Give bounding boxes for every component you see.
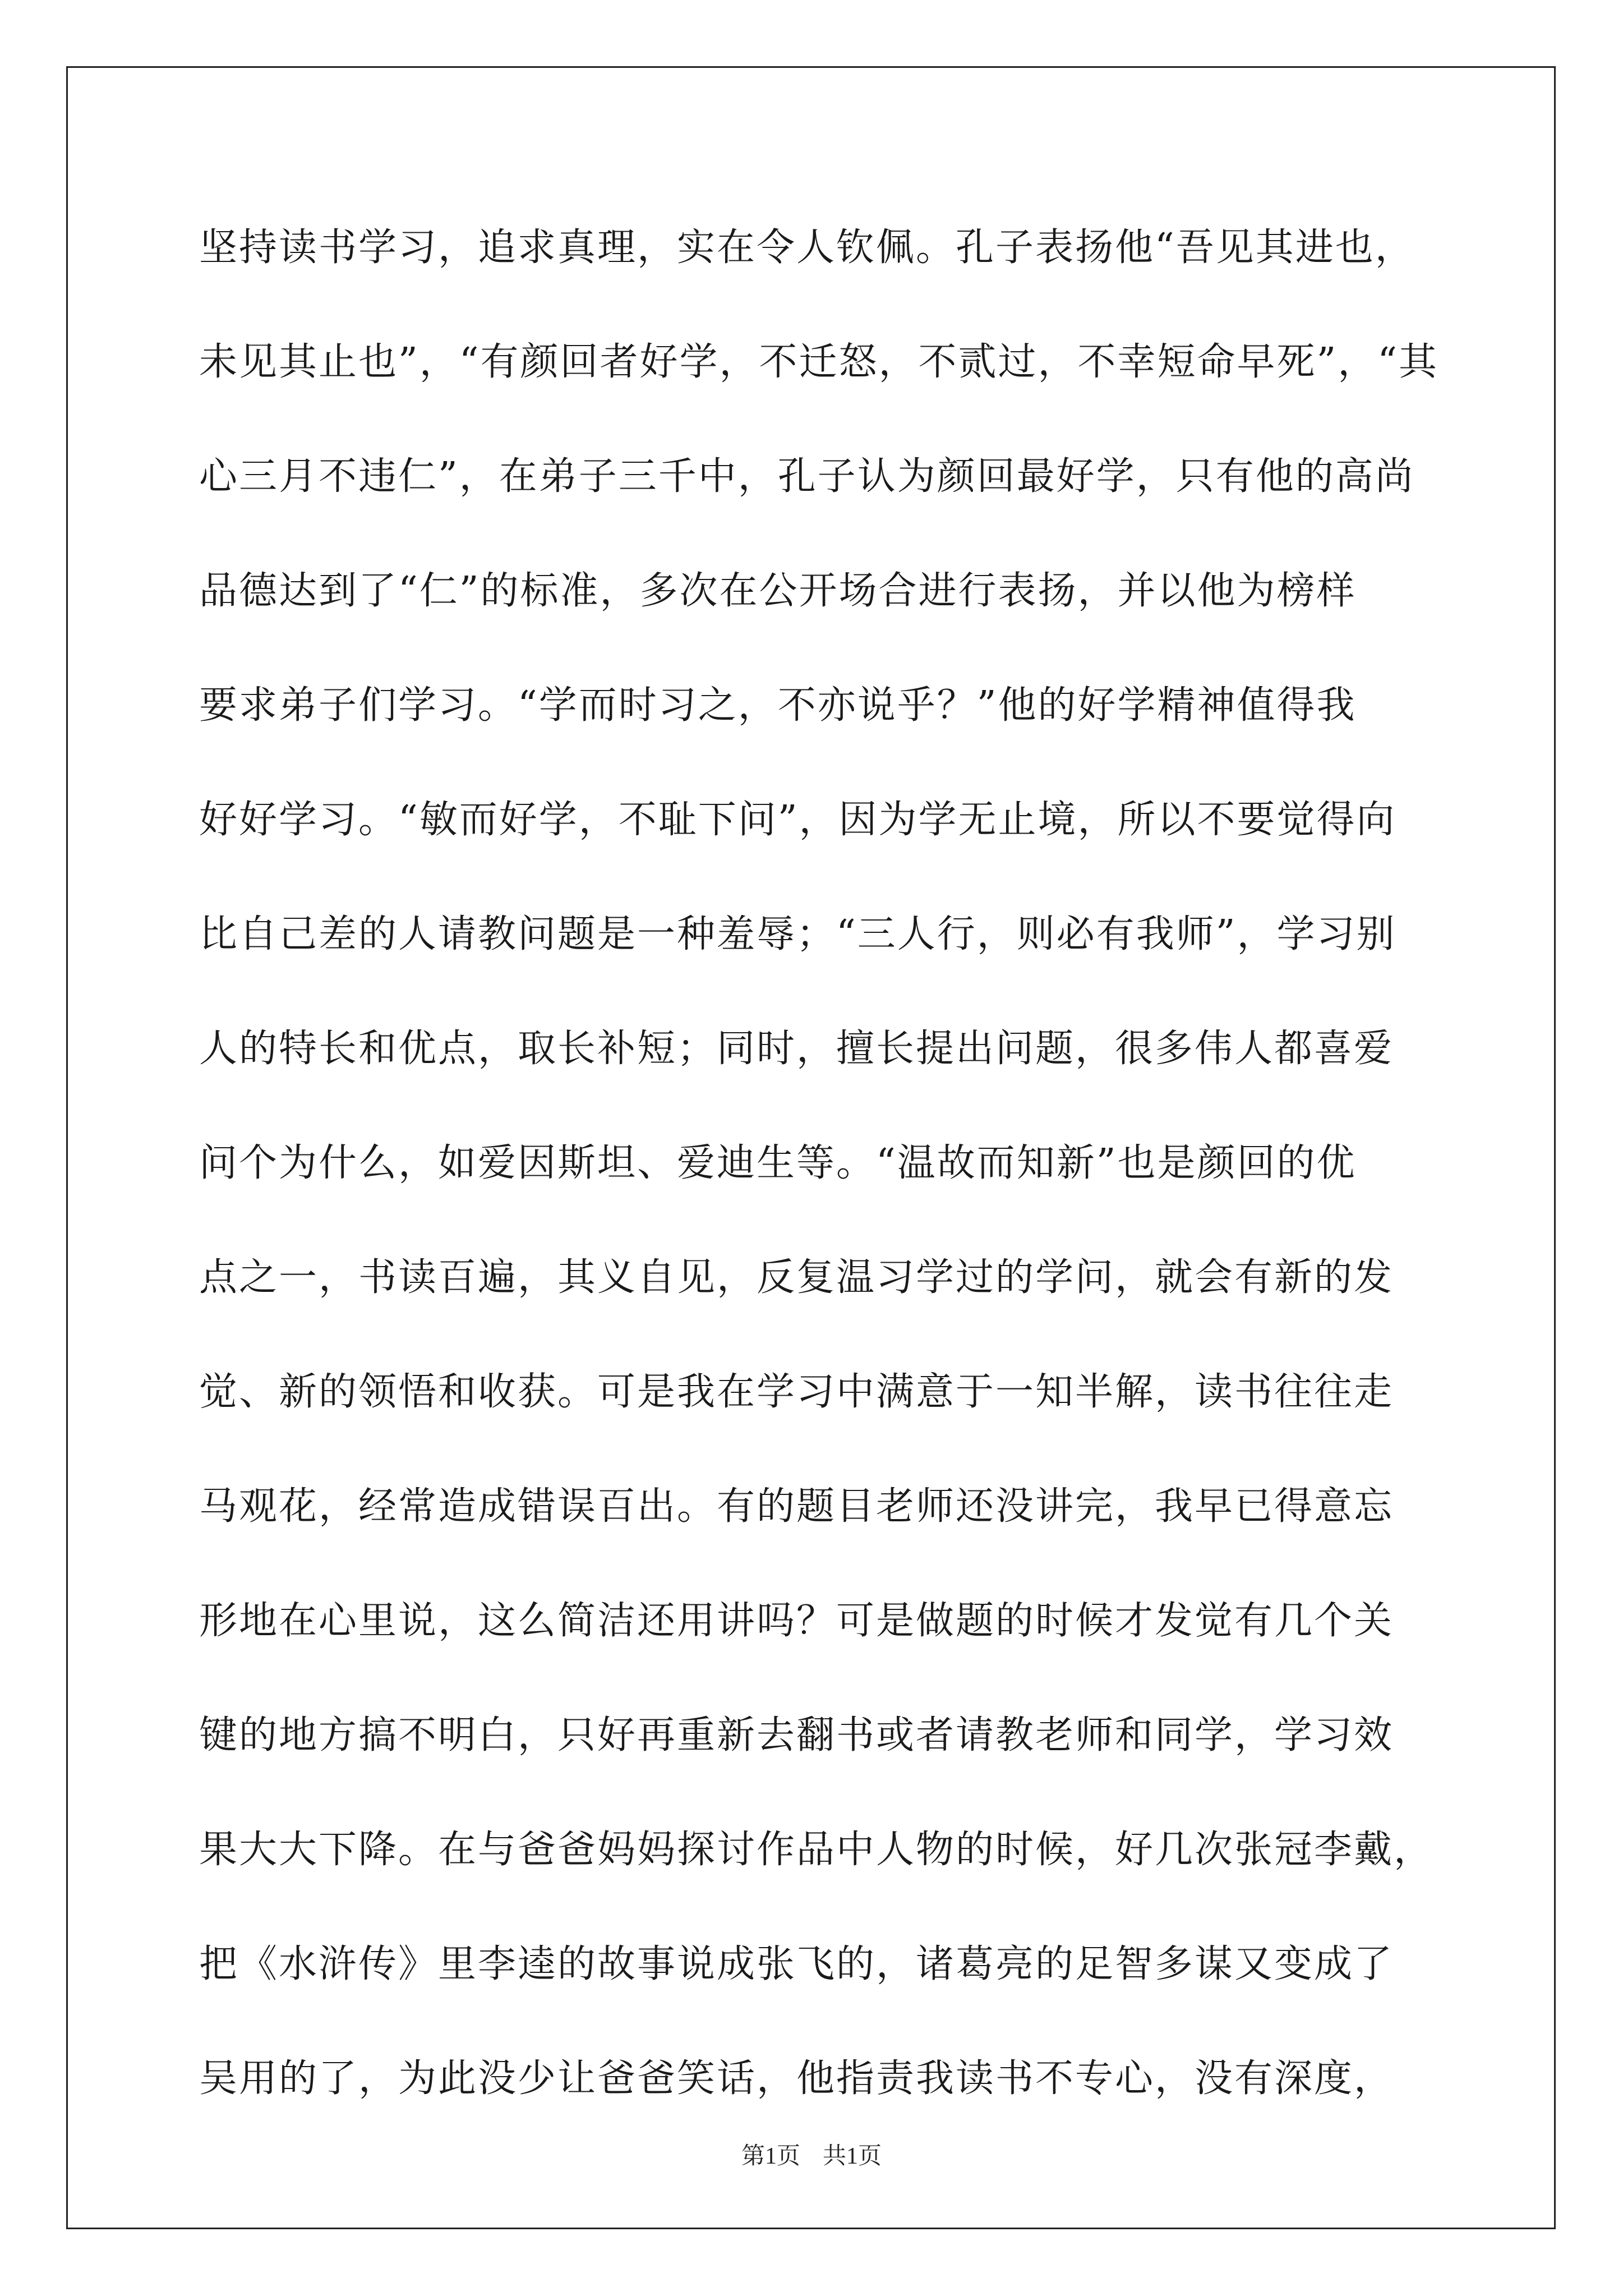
text-line: 品德达到了“仁”的标准，多次在公开场合进行表扬，并以他为榜样 <box>199 569 1357 613</box>
text-line: 好好学习。“敏而好学，不耻下问”，因为学无止境，所以不要觉得向 <box>199 798 1396 842</box>
text-line: 点之一，书读百遍，其义自见，反复温习学过的学问，就会有新的发 <box>199 1255 1394 1300</box>
page-number: 第1页 <box>741 2143 800 2169</box>
document-body <box>199 191 1439 2136</box>
text-line: 要求弟子们学习。“学而时习之，不亦说乎？”他的好学精神值得我 <box>199 683 1357 728</box>
text-line: 键的地方搞不明白，只好再重新去翻书或者请教老师和同学，学习效 <box>199 1713 1394 1757</box>
text-line: 问个为什么，如爱因斯坦、爱迪生等。“温故而知新”也是颜回的优 <box>199 1141 1357 1185</box>
page-total: 共1页 <box>823 2143 882 2169</box>
text-line: 吴用的了，为此没少让爸爸笑话，他指责我读书不专心，没有深度， <box>199 2056 1394 2101</box>
page-footer <box>0 2137 1623 2171</box>
text-line: 心三月不违仁”，在弟子三千中，孔子认为颜回最好学，只有他的高尚 <box>199 454 1415 499</box>
text-line: 坚持读书学习，追求真理，实在令人钦佩。孔子表扬他“吾见其进也， <box>199 226 1415 270</box>
text-line: 把《水浒传》里李逵的故事说成张飞的，诸葛亮的足智多谋又变成了 <box>199 1942 1394 1986</box>
text-line: 觉、新的领悟和收获。可是我在学习中满意于一知半解，读书往往走 <box>199 1370 1394 1414</box>
text-line: 人的特长和优点，取长补短；同时，擅长提出问题，很多伟人都喜爱 <box>199 1027 1394 1071</box>
text-line: 果大大下降。在与爸爸妈妈探讨作品中人物的时候，好几次张冠李戴， <box>199 1828 1434 1872</box>
text-line: 形地在心里说，这么简洁还用讲吗？可是做题的时候才发觉有几个关 <box>199 1599 1394 1643</box>
text-line: 比自己差的人请教问题是一种羞辱；“三人行，则必有我师”，学习别 <box>199 912 1396 956</box>
text-line: 马观花，经常造成错误百出。有的题目老师还没讲完，我早已得意忘 <box>199 1484 1394 1529</box>
text-line: 未见其止也”，“有颜回者好学，不迁怒，不贰过，不幸短命早死”，“其 <box>199 340 1439 384</box>
